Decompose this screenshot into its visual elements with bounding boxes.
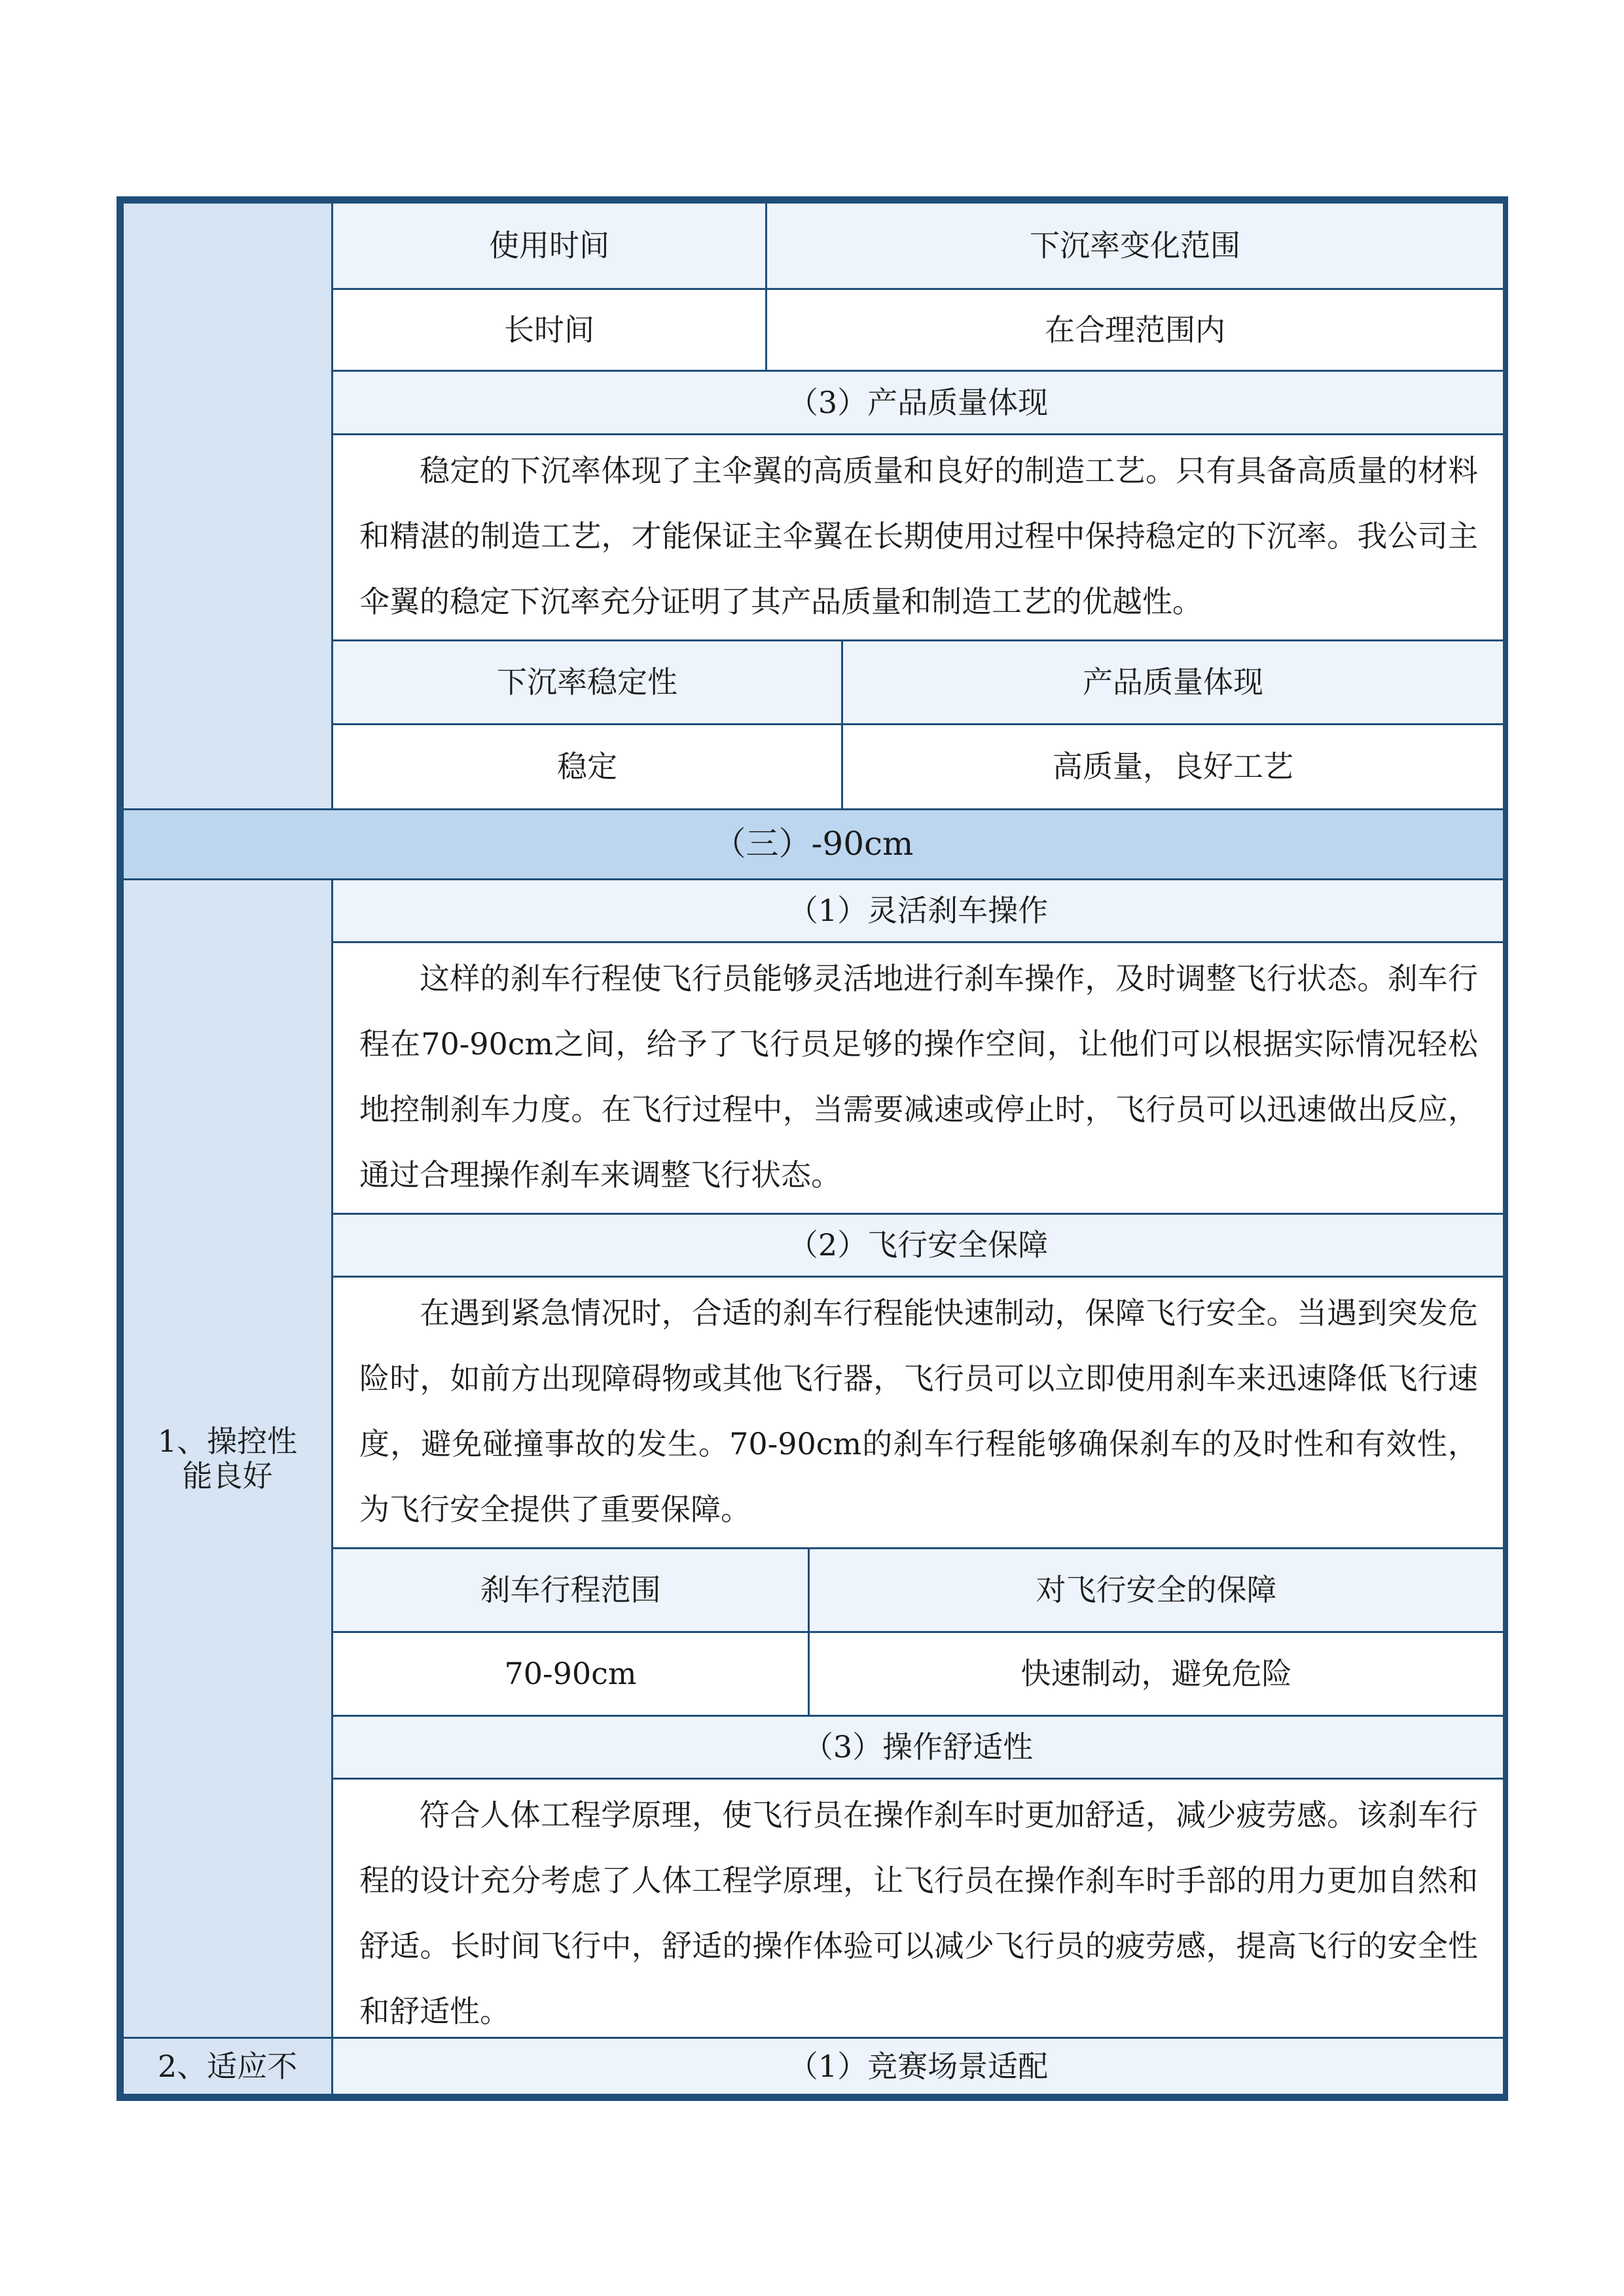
paragraph-flight-safety: 在遇到紧急情况时，合适的刹车行程能快速制动，保障飞行安全。当遇到突发危险时，如前方出现障碍物或其他飞行器，飞行员可以立即使用刹车来迅速降低飞行速度，避免碰撞事故的发生。70-90cm的刹车行程能够确保刹车的及时性和有效性，为飞行安全提供了重要保障。	[331, 1276, 1505, 1549]
table3-cell-quick-braking: 快速制动，避免危险	[808, 1631, 1505, 1717]
section-band-minus-90cm: （三）-90cm	[122, 808, 1505, 880]
item1-label-line2: 能良好	[182, 1458, 273, 1494]
subheading-flight-safety: （2）飞行安全保障	[331, 1213, 1505, 1278]
table2-cell-high-quality: 高质量，良好工艺	[841, 723, 1505, 810]
table3-header-brake-range: 刹车行程范围	[331, 1547, 810, 1633]
left-column-blank	[122, 202, 333, 810]
table2-cell-stable: 稳定	[331, 723, 843, 810]
content-table	[117, 196, 1508, 2101]
paragraph-operation-comfort: 符合人体工程学原理，使飞行员在操作刹车时更加舒适，减少疲劳感。该刹车行程的设计充分考虑了人体工程学原理，让飞行员在操作刹车时手部的用力更加自然和舒适。长时间飞行中，舒适的操作体验可以减少飞行员的疲劳感，提高飞行的安全性和舒适性。	[331, 1778, 1505, 2039]
subheading-competition-adaptation: （1）竞赛场景适配	[331, 2037, 1505, 2096]
subheading-operation-comfort: （3）操作舒适性	[331, 1715, 1505, 1780]
table1-header-sink-rate-range: 下沉率变化范围	[765, 202, 1505, 290]
paragraph-product-quality: 稳定的下沉率体现了主伞翼的高质量和良好的制造工艺。只有具备高质量的材料和精湛的制造工艺，才能保证主伞翼在长期使用过程中保持稳定的下沉率。我公司主伞翼的稳定下沉率充分证明了其产品质量和制造工艺的优越性。	[331, 433, 1505, 641]
table1-cell-long-time: 长时间	[331, 288, 767, 372]
item1-label-line1: 1、操控性	[157, 1423, 298, 1459]
table1-header-usage-time: 使用时间	[331, 202, 767, 290]
subheading-product-quality: （3）产品质量体现	[331, 370, 1505, 435]
item2-label: 2、适应不	[122, 2037, 333, 2096]
table3-header-safety-guarantee: 对飞行安全的保障	[808, 1547, 1505, 1633]
table1-cell-reasonable-range: 在合理范围内	[765, 288, 1505, 372]
table3-cell-range-value: 70-90cm	[331, 1631, 810, 1717]
paragraph-flexible-braking: 这样的刹车行程使飞行员能够灵活地进行刹车操作，及时调整飞行状态。刹车行程在70-90cm之间，给予了飞行员足够的操作空间，让他们可以根据实际情况轻松地控制刹车力度。在飞行过程中，当需要减速或停止时，飞行员可以迅速做出反应，通过合理操作刹车来调整飞行状态。	[331, 941, 1505, 1215]
item1-label	[122, 878, 333, 2039]
subheading-flexible-braking: （1）灵活刹车操作	[331, 878, 1505, 943]
table2-header-quality: 产品质量体现	[841, 639, 1505, 725]
table2-header-stability: 下沉率稳定性	[331, 639, 843, 725]
